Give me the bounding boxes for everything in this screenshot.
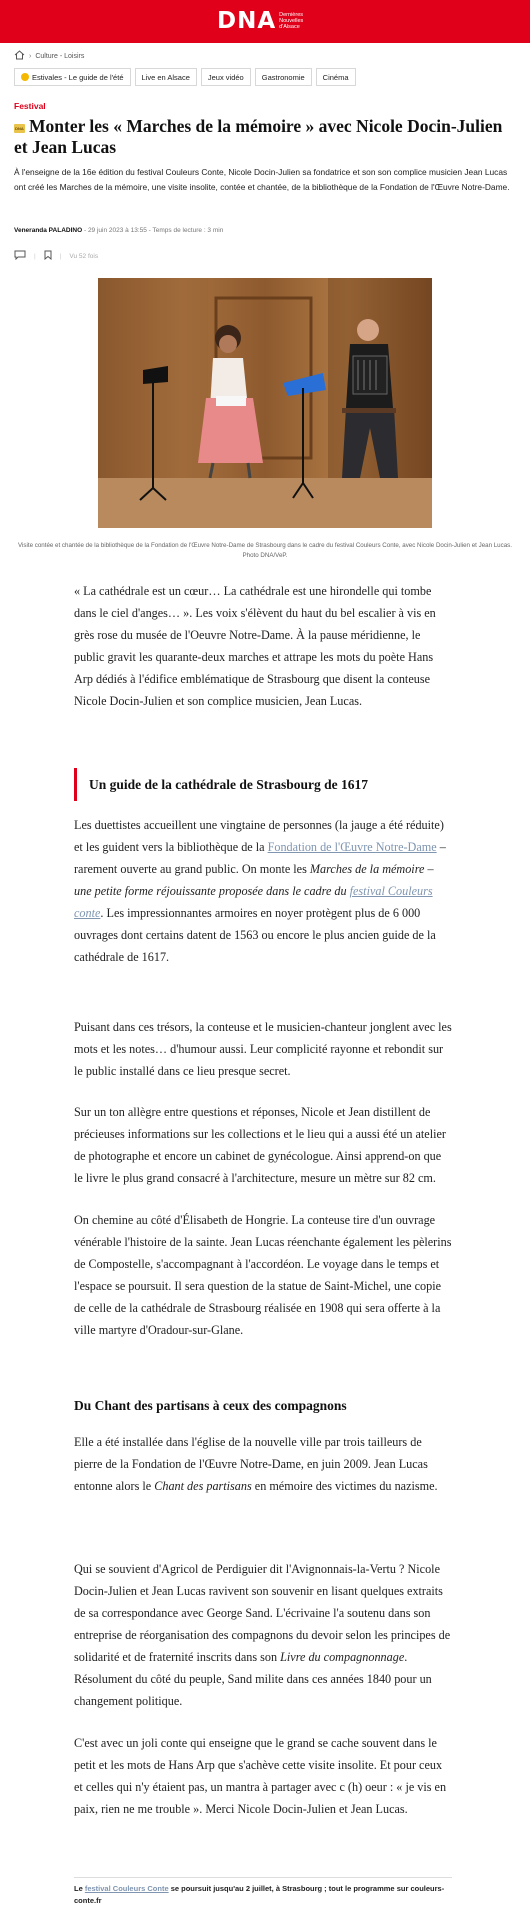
link-fondation[interactable]: Fondation de l'Œuvre Notre-Dame [267, 840, 437, 854]
photo-illustration [98, 278, 432, 528]
topic-nav [14, 68, 356, 86]
article-actions [14, 250, 98, 262]
premium-badge: DNA [15, 126, 24, 131]
author-name[interactable]: Veneranda PALADINO [14, 227, 83, 234]
byline [14, 227, 223, 234]
site-logo[interactable] [217, 9, 303, 33]
topic-pill-live[interactable]: Live en Alsace [135, 68, 197, 86]
subheading-guide: Un guide de la cathédrale de Strasbourg de 1617 [74, 768, 452, 801]
article-kicker[interactable]: Festival [14, 101, 46, 111]
divider: | [59, 252, 62, 260]
chevron-right-icon: › [29, 52, 32, 60]
article-lead: À l'enseigne de la 16e édition du festival Couleurs Conte, Nicole Docin-Julien sa fondatrice et son son complice musicien Jean Lucas ont créé les Marches de la mémoire, une visite insolite, contée et chantée, de la bibliothèque de la Fondation de l'Œuvre Notre-Dame. [14, 167, 510, 192]
festival-note: Le festival Couleurs Conte se poursuit jusqu'au 2 juillet, à Strasbourg ; tout le programme sur couleurs-conte.fr [74, 1877, 452, 1907]
breadcrumb [14, 50, 84, 62]
paragraph-2: Les duettistes accueillent une vingtaine de personnes (la jauge a été réduite) et les guident vers la bibliothèque de la Fondation de l'Œuvre Notre-Dame – rarement ouverte au grand public. On monte les Marches de la mémoire – une petite forme réjouissante proposée dans le cadre du festival Couleurs conte. Les impressionnantes armoires en noyer protègent plus de 6 000 ouvrages dont certains datent de 1563 ou encore le plus ancien guide de la cathédrale de 1617. [74, 818, 446, 964]
paragraph-6: Elle a été installée dans l'église de la nouvelle ville par trois tailleurs de pierre de la Fondation de l'Œuvre Notre-Dame, en juin 2009. Jean Lucas entonne alors le Chant des partisans en mémoire des victimes du nazisme. [74, 1435, 438, 1493]
photo-caption: Visite contée et chantée de la bibliothèque de la Fondation de l'Œuvre Notre-Dame de Strasbourg dans le cadre du festival Couleurs Conte, avec Nicole Docin-Julien et Jean Lucas. Photo DNA/VeP. [18, 542, 512, 559]
logo-text: DNA [217, 8, 277, 34]
view-count: Vu 52 fois [69, 252, 99, 260]
breadcrumb-section[interactable]: Culture - Loisirs [35, 52, 85, 60]
comment-icon[interactable] [14, 250, 26, 262]
topic-pill-cinema[interactable]: Cinéma [316, 68, 356, 86]
site-header [0, 0, 530, 43]
paragraph-5: On chemine au côté d'Élisabeth de Hongrie. La conteuse tire d'un ouvrage vénérable l'histoire de la sainte. Jean Lucas réenchante également les pèlerins de Compostelle, s'accompagnant à l'accordéon. Le voyage dans le temps et l'espace se poursuit. Il sera question de la statue de Saint-Michel, une copie de celle de la cathédrale de Strasbourg réalisée en 1908 qui sera offerte à la ville martyre d'Oradour-sur-Glane. [74, 1213, 452, 1337]
link-couleurs-conte[interactable]: festival Couleurs Conte [84, 1884, 169, 1893]
publish-date: - 29 juin 2023 à 13:55 - Temps de lecture : 3 min [83, 227, 224, 234]
article-title: DNA Monter les « Marches de la mémoire » avec Nicole Docin-Julien et Jean Lucas [14, 116, 503, 157]
divider: | [34, 252, 36, 260]
paragraph-8: C'est avec un joli conte qui enseigne que le grand se cache souvent dans le petit et les mots de Hans Arp que s'achève cette visite insolite. Et pour ceux et celles qui n'y étaient pas, un mantra à partager avec c (h) oeur : « je vis en paix, rien ne me trouble ». Merci Nicole Docin-Julien et Jean Lucas. [74, 1736, 447, 1816]
link-festival[interactable]: festival Couleurs conte [74, 884, 433, 920]
paragraph-3: Puisant dans ces trésors, la conteuse et le musicien-chanteur jonglent avec les mots et les notes… d'humour aussi. Leur complicité rayonne et rebondit sur le public installé dans ce lieu presque secret. [74, 1020, 452, 1078]
article-photo[interactable] [98, 278, 432, 528]
topic-pill-gastronomie[interactable]: Gastronomie [255, 68, 312, 86]
logo-subtitle: Dernières Nouvelles d'Alsace [279, 12, 304, 30]
sun-icon [21, 73, 29, 81]
paragraph-7: Qui se souvient d'Agricol de Perdiguier dit l'Avignonnais-la-Vertu ? Nicole Docin-Julien et Jean Lucas ravivent son souvenir en lisant quelques extraits de sa correspondance avec George Sand. L'écrivaine l'a soutenu dans son entreprise de réorganisation des compagnons du devoir selon les principes de solidarité et de fraternité inscrits dans son Livre du compagnonnage. Résolument du côté du peuple, Sand milite dans ces années 1840 pour un changement politique. [74, 1562, 451, 1708]
paragraph-4: Sur un ton allègre entre questions et réponses, Nicole et Jean distillent de précieuses informations sur les collections et le lieu qui a aussi été un atelier de photographe et encore un cabinet de gynécologue. Ainsi apprend-on que le livre le plus grand consacré à l'architecture, mesure un mètre sur 82 cm. [74, 1105, 446, 1185]
subheading-chant: Du Chant des partisans à ceux des compagnons [74, 1398, 347, 1413]
home-icon[interactable] [14, 50, 25, 62]
paragraph-1: « La cathédrale est un cœur… La cathédrale est une hirondelle qui tombe dans le ciel d'anges… ». Les voix s'élèvent du haut du bel escalier à vis en grès rose du musée de l'Oeuvre Notre-Dame. À la pause méridienne, le public gravit les quarante-deux marches et attrape les mots du poète Hans Arp dédiés à l'édifice emblématique de Strasbourg que disent la conteuse Nicole Docin-Julien et son complice musicien, Jean Lucas. [74, 584, 436, 708]
bookmark-icon[interactable] [44, 250, 52, 262]
topic-pill-jeux[interactable]: Jeux vidéo [201, 68, 251, 86]
topic-pill-estivales[interactable]: Estivales - Le guide de l'été [14, 68, 131, 86]
